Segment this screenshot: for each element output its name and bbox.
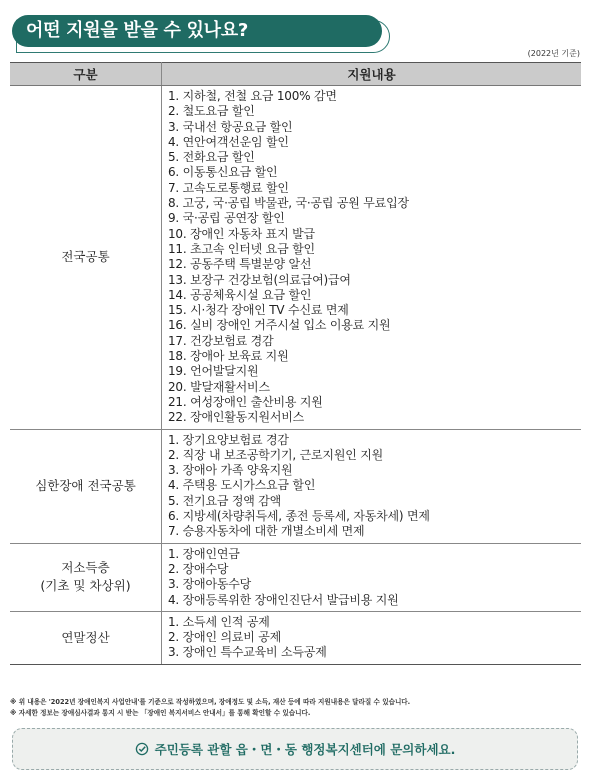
- support-list: [168, 615, 581, 661]
- contact-box: [12, 728, 578, 770]
- list-item: 5. 전화요금 할인: [168, 150, 255, 165]
- category-label: 저소득층: [61, 560, 110, 576]
- list-item: 8. 고궁, 국·공립 박물관, 국·공립 공원 무료입장: [168, 196, 409, 211]
- list-item: 2. 장애인 의료비 공제: [168, 630, 282, 645]
- support-list: [168, 89, 581, 426]
- items-cell: [162, 86, 582, 430]
- footnotes: [10, 697, 410, 719]
- list-item: 10. 장애인 자동차 표지 발급: [168, 226, 315, 241]
- list-item: 2. 장애수당: [168, 561, 229, 576]
- list-item: 21. 여성장애인 출산비용 지원: [168, 394, 323, 409]
- footnote: ※ 자세한 정보는 장애심사결과 통지 시 받는 「장애인 복지서비스 안내서」를 통해 확인할 수 있습니다.: [10, 709, 311, 717]
- items-cell: [162, 543, 582, 611]
- header-content: 지원내용: [162, 63, 582, 86]
- list-item: 14. 공공체육시설 요금 할인: [168, 287, 312, 302]
- list-item: 2. 직장 내 보조공학기기, 근로지원인 지원: [168, 447, 384, 462]
- items-cell: [162, 429, 582, 543]
- category-label: 심한장애 전국공통: [35, 478, 136, 494]
- support-list: [168, 433, 581, 540]
- list-item: 1. 장애인연금: [168, 546, 240, 561]
- table-row: [10, 86, 581, 430]
- list-item: 4. 주택용 도시가스요금 할인: [168, 478, 316, 493]
- category-cell: [10, 429, 162, 543]
- list-item: 20. 발달재활서비스: [168, 379, 270, 394]
- items-cell: [162, 611, 582, 664]
- list-item: 15. 시·청각 장애인 TV 수신료 면제: [168, 303, 349, 318]
- category-cell: [10, 543, 162, 611]
- title-banner: [12, 15, 390, 55]
- list-item: 6. 이동통신요금 할인: [168, 165, 278, 180]
- table-body: [10, 86, 581, 665]
- list-item: 7. 고속도로통행료 할인: [168, 180, 289, 195]
- list-item: 18. 장애아 보육료 지원: [168, 349, 289, 364]
- check-circle-icon: [135, 742, 149, 756]
- category-cell: [10, 611, 162, 664]
- category-cell: [10, 86, 162, 430]
- list-item: 4. 연안여객선운임 할인: [168, 134, 289, 149]
- table-row: [10, 611, 581, 664]
- list-item: 3. 장애아 가족 양육지원: [168, 463, 293, 478]
- list-item: 9. 국·공립 공연장 할인: [168, 211, 285, 226]
- list-item: 3. 장애인 특수교육비 소득공제: [168, 645, 327, 660]
- footnote: ※ 위 내용은 '2022년 장애인복지 사업안내'를 기준으로 작성하였으며, 장애정도 및 소득, 재산 등에 따라 지원내용은 달라질 수 있습니다.: [10, 698, 411, 706]
- list-item: 16. 실비 장애인 거주시설 입소 이용료 지원: [168, 318, 391, 333]
- list-item: 22. 장애인활동지원서비스: [168, 410, 305, 425]
- list-item: 4. 장애등록위한 장애인진단서 발급비용 지원: [168, 592, 399, 607]
- table-row: [10, 543, 581, 611]
- list-item: 2. 철도요금 할인: [168, 104, 255, 119]
- list-item: 5. 전기요금 정액 감액: [168, 493, 282, 508]
- category-label: 연말정산: [61, 629, 110, 645]
- list-item: 7. 승용자동차에 대한 개별소비세 면제: [168, 524, 365, 539]
- list-item: 11. 초고속 인터넷 요금 할인: [168, 241, 315, 256]
- header-category: 구분: [10, 63, 162, 86]
- list-item: 1. 장기요양보험료 경감: [168, 432, 289, 447]
- list-item: 13. 보장구 건강보험(의료급여)급여: [168, 272, 351, 287]
- list-item: 3. 장애아동수당: [168, 577, 252, 592]
- list-item: 19. 언어발달지원: [168, 364, 259, 379]
- list-item: 12. 공동주택 특별분양 알선: [168, 257, 312, 272]
- list-item: 6. 지방세(차량취득세, 종전 등록세, 자동차세) 면제: [168, 509, 430, 524]
- support-table: [10, 62, 581, 665]
- list-item: 3. 국내선 항공요금 할인: [168, 119, 293, 134]
- year-note: (2022년 기준): [527, 49, 580, 58]
- category-label: 전국공통: [61, 249, 110, 265]
- table-header-row: [10, 63, 581, 86]
- list-item: 1. 지하철, 전철 요금 100% 감면: [168, 89, 337, 103]
- support-list: [168, 547, 581, 608]
- page-title: 어떤 지원을 받을 수 있나요?: [12, 15, 382, 47]
- contact-text: 주민등록 관할 읍・면・동 행정복지센터에 문의하세요.: [154, 742, 456, 757]
- list-item: 1. 소득세 인적 공제: [168, 614, 270, 629]
- list-item: 17. 건강보험료 경감: [168, 333, 274, 348]
- category-sublabel: (기초 및 차상위): [40, 578, 131, 594]
- table-row: [10, 429, 581, 543]
